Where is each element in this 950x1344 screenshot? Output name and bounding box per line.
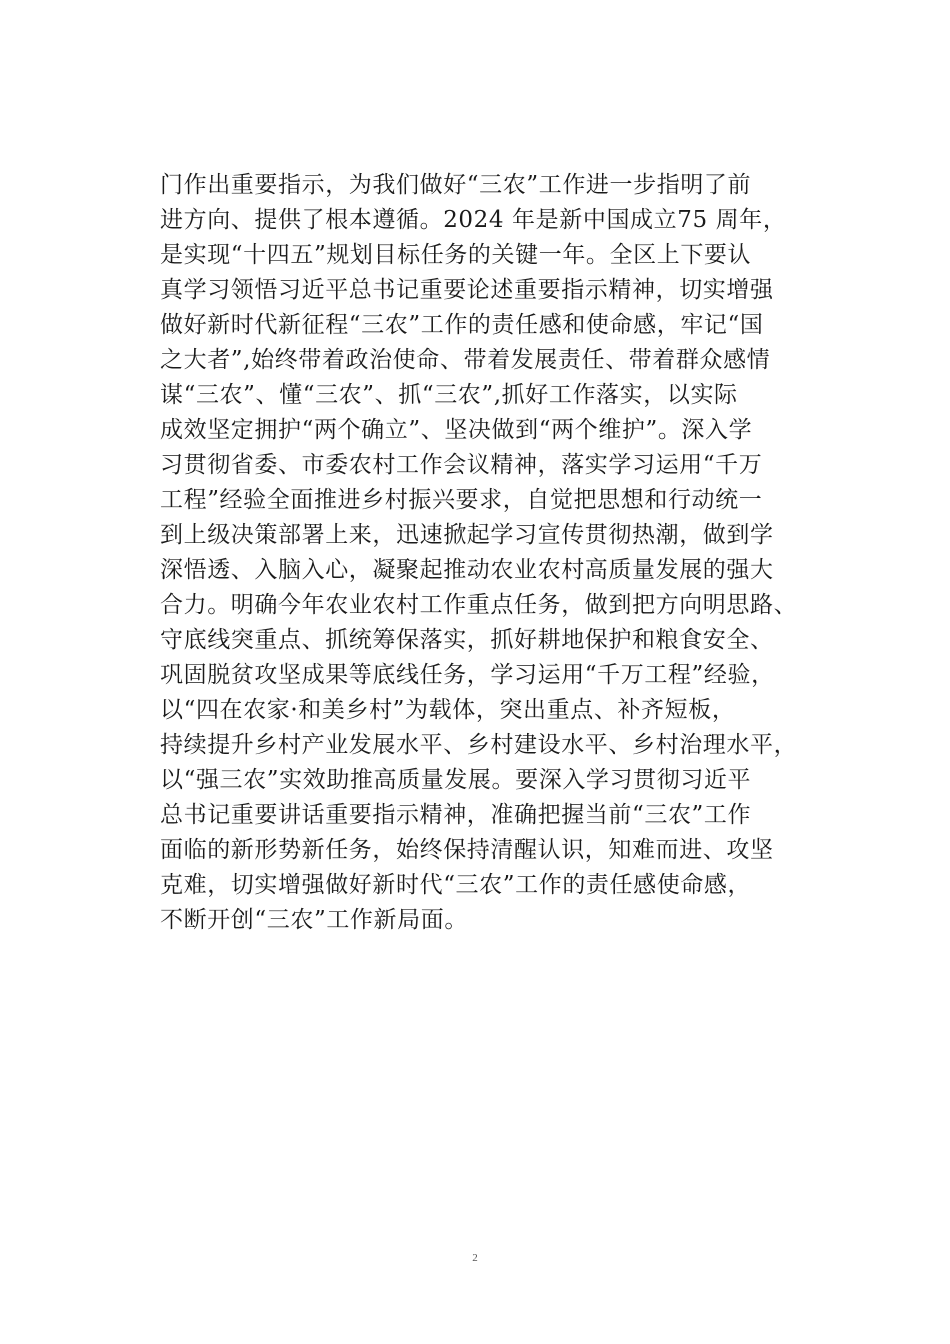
text-line-1: 门作出重要指示，为我们做好“三农”工作进一步指明了前 [160,172,752,198]
text-line-12: 深悟透、入脑入心，凝聚起推动农业农村高质量发展的强大 [160,557,774,583]
text-line-15: 巩固脱贫攻坚成果等底线任务，学习运用“千万工程”经验， [160,662,775,688]
text-line-8: 成效坚定拥护“两个确立”、坚决做到“两个维护”。深入学 [160,417,753,443]
text-line-14: 守底线突重点、抓统筹保落实，抓好耕地保护和粮食安全、 [160,627,774,653]
text-line-22: 不断开创“三农”工作新局面。 [160,907,468,933]
text-line-20: 面临的新形势新任务，始终保持清醒认识，知难而进、攻坚 [160,837,774,863]
text-line-19: 总书记重要讲话重要指示精神，准确把握当前“三农”工作 [160,802,752,828]
text-line-11: 到上级决策部署上来，迅速掀起学习宣传贯彻热潮，做到学 [160,522,774,548]
body-paragraph [160,168,820,938]
text-line-7: 谋“三农”、懂“三农”、抓“三农”,抓好工作落实，以实际 [160,382,738,408]
text-line-6: 之大者”,始终带着政治使命、带着发展责任、带着群众感情 [160,347,771,373]
text-line-16: 以“四在农家·和美乡村”为载体，突出重点、补齐短板， [160,697,736,723]
page-number: 2 [472,1252,478,1264]
text-line-2: 进方向、提供了根本遵循。2024 年是新中国成立75 周年， [160,207,787,233]
text-line-3: 是实现“十四五”规划目标任务的关键一年。全区上下要认 [160,242,752,268]
text-line-17: 持续提升乡村产业发展水平、乡村建设水平、乡村治理水平， [160,732,798,758]
text-line-13: 合力。明确今年农业农村工作重点任务，做到把方向明思路、 [160,592,798,618]
text-line-5: 做好新时代新征程“三农”工作的责任感和使命感，牢记“国 [160,312,764,338]
text-line-4: 真学习领悟习近平总书记重要论述重要指示精神，切实增强 [160,277,774,303]
text-line-9: 习贯彻省委、市委农村工作会议精神，落实学习运用“千万 [160,452,763,478]
text-line-18: 以“强三农”实效助推高质量发展。要深入学习贯彻习近平 [160,767,752,793]
text-line-21: 克难，切实增强做好新时代“三农”工作的责任感使命感， [160,872,752,898]
text-line-10: 工程”经验全面推进乡村振兴要求，自觉把思想和行动统一 [160,487,763,513]
